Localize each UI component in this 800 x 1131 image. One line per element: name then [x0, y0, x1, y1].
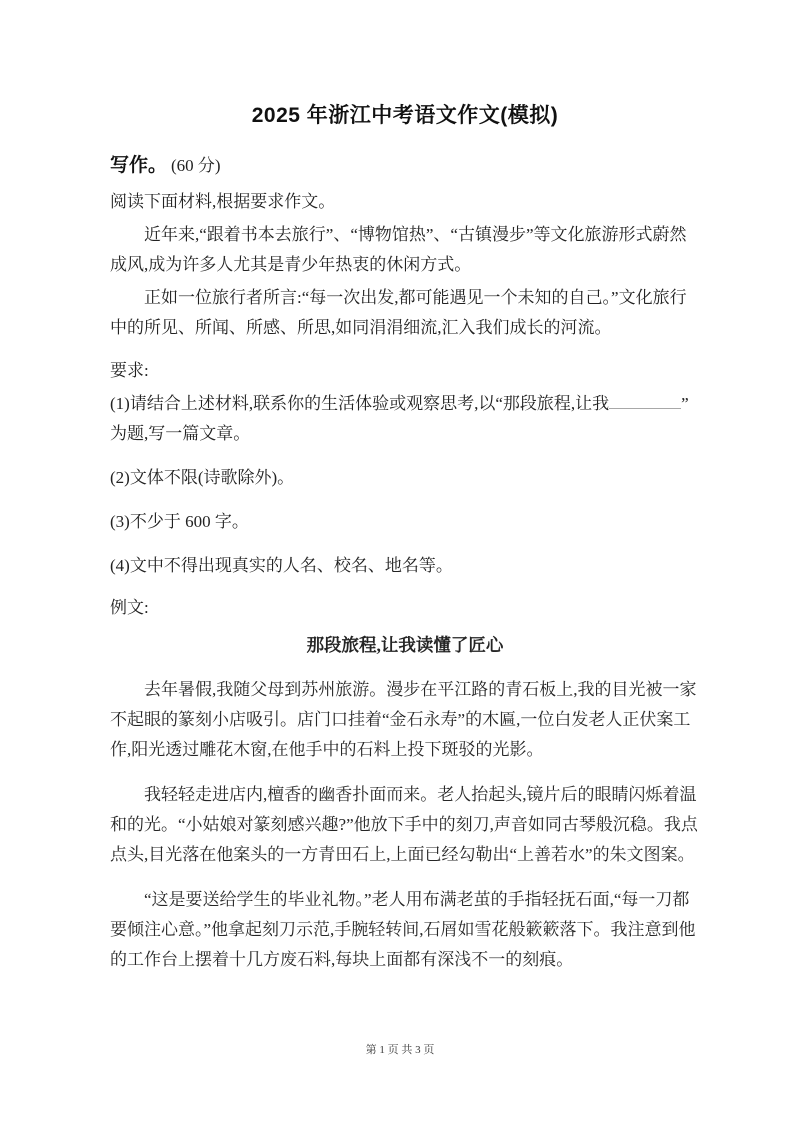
page-number-footer: 第 1 页 共 3 页 — [365, 1044, 435, 1056]
fill-in-blank-underline — [609, 393, 681, 409]
essay-paragraph-3: “这是要送给学生的毕业礼物。”老人用布满老茧的手指轻抚石面,“每一刀都要倾注心意。”他拿起刻刀示范,手腕轻转间,石屑如雪花般簌簌落下。我注意到他的工作台上摆着十几方废石料,每块上面都有深浅不一的刻痕。 — [110, 890, 696, 969]
requirement-1-text-pre: (1)请结合上述材料,联系你的生活体验或观察思考,以“那段旅程,让我 — [110, 394, 610, 413]
requirement-item-2: (2)文体不限(诗歌除外)。 — [110, 468, 295, 487]
requirement-item-1 — [110, 389, 700, 449]
material-paragraph-2: 正如一位旅行者所言:“每一次出发,都可能遇见一个未知的自己。”文化旅行中的所见、所闻、所感、所思,如同涓涓细流,汇入我们成长的河流。 — [110, 288, 687, 337]
requirement-item-4: (4)文中不得出现真实的人名、校名、地名等。 — [110, 556, 453, 575]
material-paragraph-1: 近年来,“跟着书本去旅行”、“博物馆热”、“古镇漫步”等文化旅游形式蔚然成风,成为许多人尤其是青少年热衷的休闲方式。 — [110, 225, 687, 274]
prompt-intro: 阅读下面材料,根据要求作文。 — [110, 192, 336, 211]
score-label: (60 分) — [171, 156, 221, 175]
requirement-1-text-post: ”为题,写一篇文章。 — [110, 394, 689, 443]
essay-paragraph-1: 去年暑假,我随父母到苏州旅游。漫步在平江路的青石板上,我的目光被一家不起眼的篆刻小店吸引。店门口挂着“金石永寿”的木匾,一位白发老人正伏案工作,阳光透过雕花木窗,在他手中的石料上投下斑驳的光影。 — [110, 680, 697, 759]
essay-title: 那段旅程,让我读懂了匠心 — [306, 635, 504, 655]
page-title: 2025 年浙江中考语文作文(模拟) — [251, 104, 559, 127]
requirements-label: 要求: — [110, 361, 149, 380]
requirement-item-3: (3)不少于 600 字。 — [110, 512, 249, 531]
writing-label: 写作。 — [110, 155, 168, 176]
writing-section-heading — [110, 151, 700, 181]
essay-paragraph-2: 我轻轻走进店内,檀香的幽香扑面而来。老人抬起头,镜片后的眼睛闪烁着温和的光。“小姑娘对篆刻感兴趣?”他放下手中的刻刀,声音如同古琴般沉稳。我点点头,目光落在他案头的一方青田石上,上面已经勾勒出“上善若水”的朱文图案。 — [110, 785, 698, 864]
example-essay-label: 例文: — [110, 598, 149, 617]
